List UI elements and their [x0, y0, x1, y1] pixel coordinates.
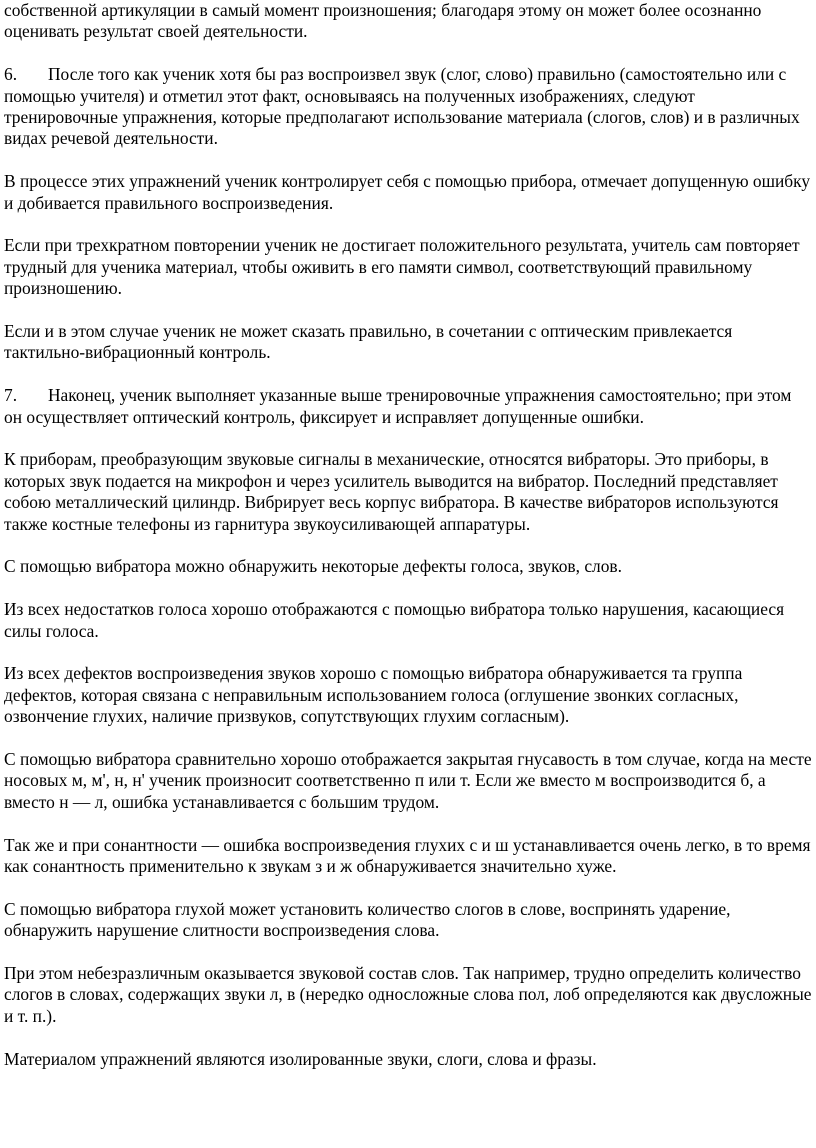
document-page [4, 0, 812, 1070]
paragraph-text: собственной артикуляции в самый момент произношения; благодаря этому он может более осознанно оценивать результат своей деятельности. [4, 0, 762, 42]
paragraph [4, 749, 812, 813]
paragraph-text: В процессе этих упражнений ученик контролирует себя с помощью прибора, отмечает допущенную ошибку и добивается правильного воспроизведения. [4, 171, 811, 213]
paragraph [4, 1049, 812, 1070]
paragraph-text: К приборам, преобразующим звуковые сигналы в механические, относятся вибраторы. Это приборы, в которых звук подается на микрофон и через усилитель выводится на вибратор. Последний представляет собою металлический цилиндр. Вибрирует весь корпус вибратора. В качестве вибраторов используются также костные телефоны из гарнитура звукоусиливающей аппаратуры. [4, 449, 779, 534]
paragraph-text: С помощью вибратора можно обнаружить некоторые дефекты голоса, звуков, слов. [4, 556, 622, 577]
paragraph-text: При этом небезразличным оказывается звуковой состав слов. Так например, трудно определить количество слогов в словах, содержащих звуки л, в (нередко односложные слова пол, лоб определяются как двусложные и т. п.). [4, 963, 812, 1026]
paragraph-text: С помощью вибратора сравнительно хорошо отображается закрытая гнусавость в том случае, когда на месте носовых м, м', н, н' ученик произносит соответственно п или т. Если же вместо м воспроизводится б, а вместо н — л, ошибка устанавливается с большим трудом. [4, 749, 812, 812]
numbered-paragraph [4, 385, 812, 428]
paragraph-number: 6. [4, 64, 18, 85]
paragraph [4, 599, 812, 642]
paragraph [4, 171, 812, 214]
paragraph-text: После того как ученик хотя бы раз воспроизвел звук (слог, слово) правильно (самостоятельно или с помощью учителя) и отметил этот факт, основываясь на полученных изображениях, следуют тренировочные упражнения, которые предполагают использование материала (слогов, слов) и в различных видах речевой деятельности. [4, 64, 800, 149]
paragraph [4, 321, 812, 364]
paragraph-text: С помощью вибратора глухой может установить количество слогов в слове, воспринять ударение, обнаружить нарушение слитности воспроизведения слова. [4, 898, 731, 941]
paragraph-text: Если и в этом случае ученик не может сказать правильно, в сочетании с оптическим привлекается тактильно-вибрационный контроль. [4, 321, 733, 363]
paragraph [4, 963, 812, 1027]
paragraph [4, 835, 812, 878]
paragraph-text: Если при трехкратном повторении ученик не достигает положительного результата, учитель сам повторяет трудный для ученика материал, чтобы оживить в его памяти символ, соответствующий правильному произношению. [4, 235, 800, 299]
paragraph-text: Из всех недостатков голоса хорошо отображаются с помощью вибратора только нарушения, касающиеся силы голоса. [4, 599, 785, 641]
paragraph [4, 899, 812, 942]
paragraph [4, 235, 812, 299]
paragraph-text: Из всех дефектов воспроизведения звуков хорошо с помощью вибратора обнаруживается та группа дефектов, которая связана с неправильным использованием голоса (оглушение звонких согласных, озвончение глухих, наличие призвуков, сопутствующих глухим согласным). [4, 663, 743, 727]
paragraph [4, 663, 812, 727]
paragraph [4, 0, 812, 43]
numbered-paragraph [4, 64, 812, 150]
paragraph-number: 7. [4, 385, 18, 406]
paragraph-text: Так же и при сонантности — ошибка воспроизведения глухих с и ш устанавливается очень легко, в то время как сонантность применительно к звукам з и ж обнаруживается значительно хуже. [4, 834, 811, 877]
paragraph-text: Наконец, ученик выполняет указанные выше тренировочные упражнения самостоятельно; при этом он осуществляет оптический контроль, фиксирует и исправляет допущенные ошибки. [4, 385, 792, 427]
paragraph [4, 556, 812, 577]
paragraph-text: Материалом упражнений являются изолированные звуки, слоги, слова и фразы. [4, 1048, 597, 1069]
paragraph [4, 449, 812, 535]
